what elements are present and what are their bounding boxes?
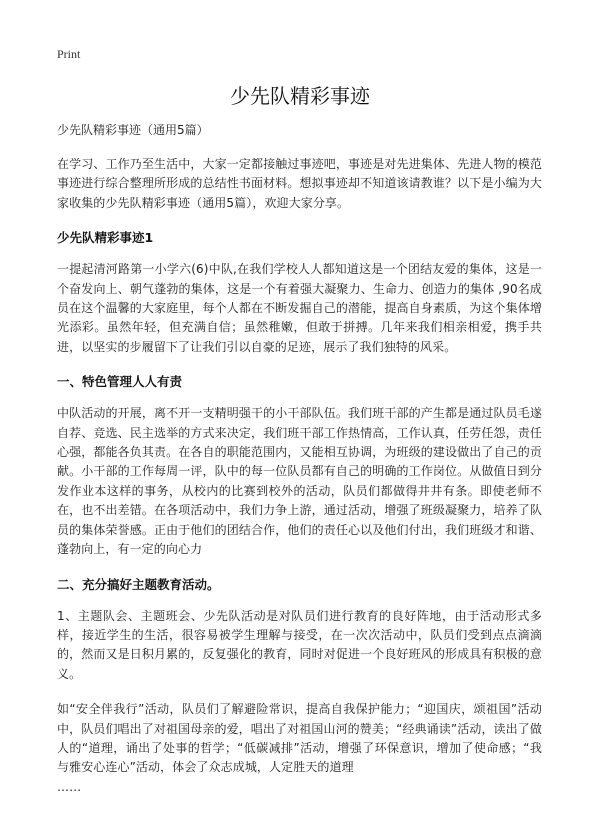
- intro-paragraph: 在学习、工作乃至生活中，大家一定都接触过事迹吧，事迹是对先进集体、先进人物的模范事迹进行综合整理所形成的总结性书面材料。想拟事迹却不知道该请教谁？以下是小编为大家收集的少先队精彩事迹（通用5篇），欢迎大家分享。: [57, 157, 542, 210]
- section-b-paragraph-2: 如“安全伴我行”活动，队员们了解避险常识，提高自我保护能力；“迎国庆，颂祖国”活动中，队员们唱出了对祖国母亲的爱，唱出了对祖国山河的赞美；“经典诵读”活动，读出了做人的“道理，诵出了处事的哲学；“低碳减排”活动，增强了环保意识，增加了使命感；“我与雅安心连心”活动，体会了众志成城，人定胜天的道理: [57, 702, 542, 775]
- ellipsis-text: ……: [57, 779, 82, 794]
- section-a-paragraph: 中队活动的开展，离不开一支精明强干的小干部队伍。我们班干部的产生都是通过队员毛遂自荐、竞选、民主选举的方式来决定，我们班干部工作热情高，工作认真，任劳任怨，责任心强，都能各负其责。在各自的职能范围内，又能相互协调，为班级的建设做出了自己的贡献。小干部的工作每周一评，队中的每一位队员都有自己的明确的工作岗位。从做值日到分发作业本这样的事务，从校内的比赛到校外的活动，队员们都做得井井有条。即使老师不在，也不出差错。在各项活动中，我们力争上游，通过活动，增强了班级凝聚力，培养了队员的集体荣誉感。正由于他们的团结合作，他们的责任心以及他们付出，我们班级才和谐、蓬勃向上，有一定的向心力: [57, 406, 542, 557]
- section-heading-1: 少先队精彩事迹1: [57, 230, 154, 246]
- section1-paragraph: 一提起清河路第一小学六(6)中队,在我们学校人人都知道这是一个团结友爱的集体，这是一个奋发向上、朝气蓬勃的集体，这是一个有着强大凝聚力、生命力、创造力的集体 ,90名成员在这个温馨的大家庭里，每个人都在不断发掘自己的潜能，提高自身素质，为这个集体增光添彩。虽然年轻，但充满自信；虽然稚嫩，但敢于拼搏。几年来我们相亲相爱，携手共进，以坚实的步履留下了让我们引以自豪的足迹，展示了我们独特的风采。: [57, 262, 542, 354]
- print-link[interactable]: Print: [57, 47, 81, 61]
- section-heading-a: 一、特色管理人人有责: [57, 374, 183, 390]
- article-subtitle: 少先队精彩事迹（通用5篇）: [57, 123, 209, 137]
- article-body: [57, 121, 542, 797]
- page-title: 少先队精彩事迹: [230, 84, 370, 108]
- section-heading-b: 二、充分搞好主题教育活动。: [57, 576, 220, 592]
- section-b-paragraph-1: 1、主题队会、主题班会、少先队活动是对队员们进行教育的良好阵地，由于活动形式多样，接近学生的生活，很容易被学生理解与接受，在一次次活动中，队员们受到点点滴滴的，然而又是日积月累的，反复强化的教育，同时对促进一个良好班风的形成具有积极的意义。: [57, 608, 542, 681]
